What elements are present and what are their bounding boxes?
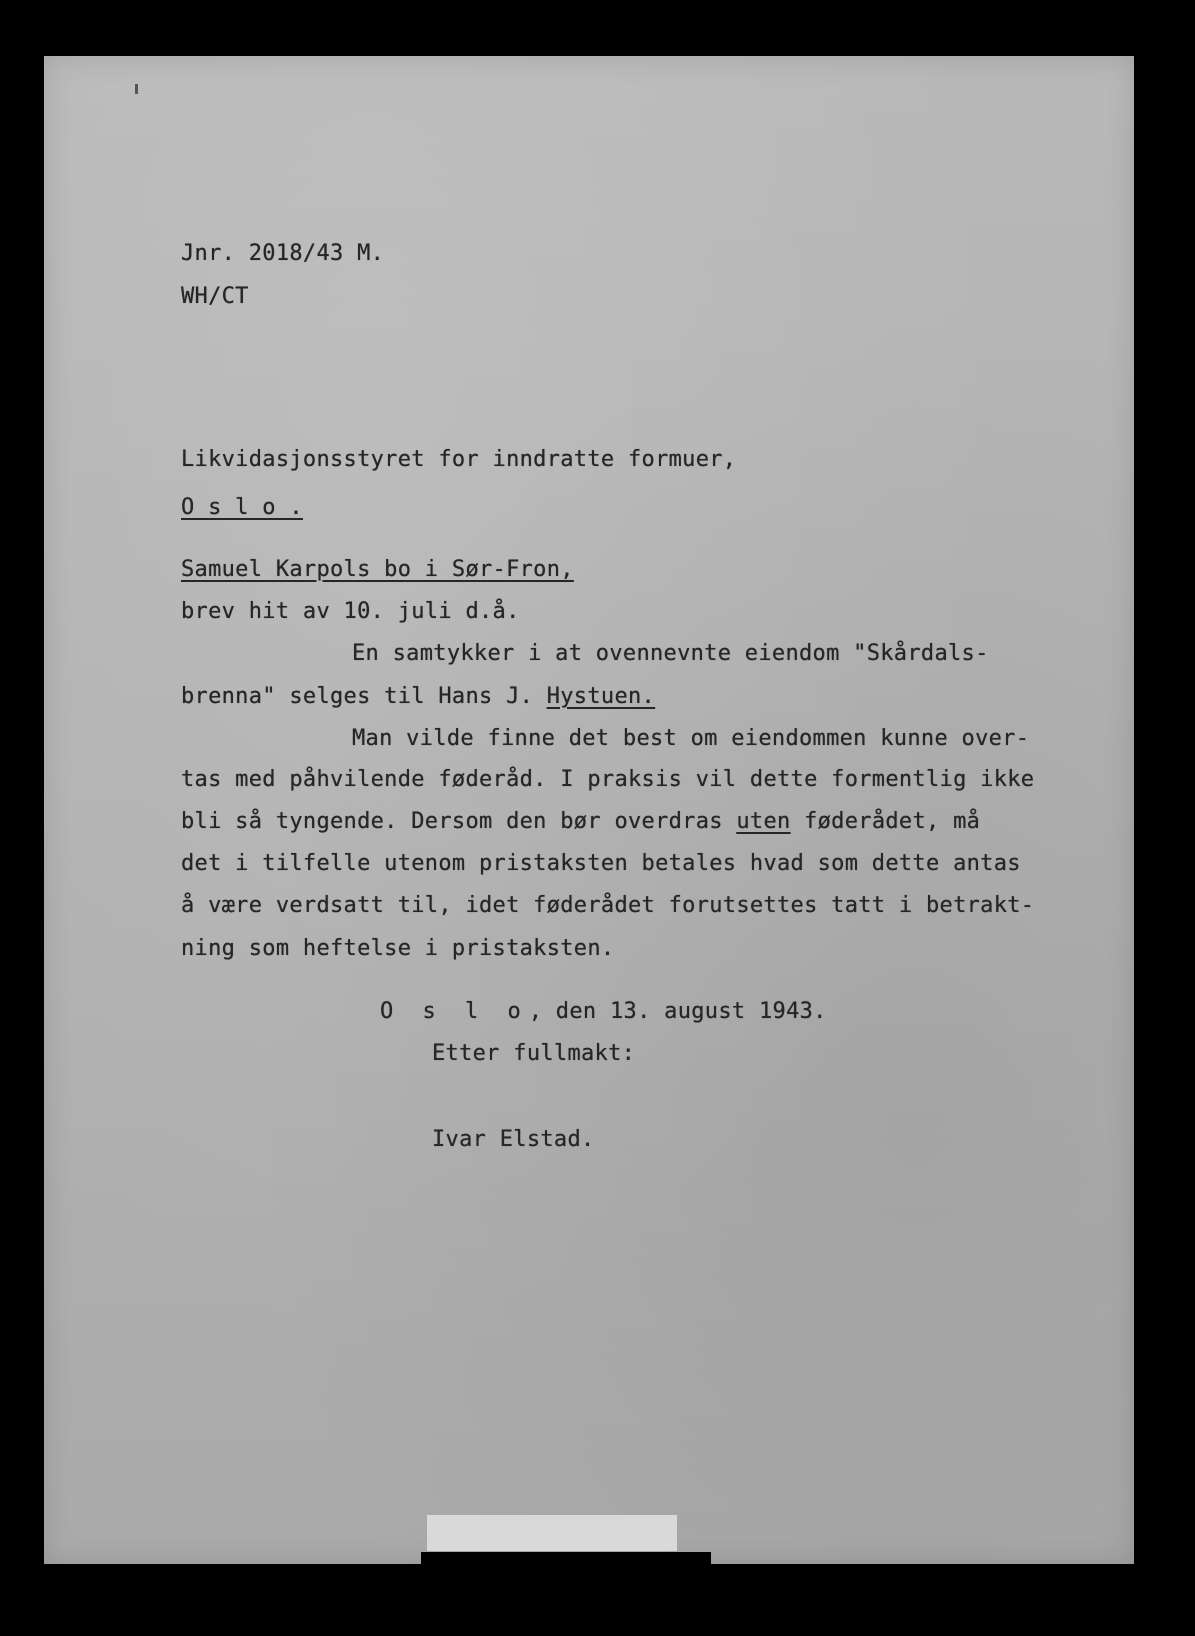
closing-place-date	[380, 998, 827, 1026]
body-line: tas med påhvilende føderåd. I praksis vil dette formentlig ikke	[181, 767, 1035, 792]
recipient: Likvidasjonsstyret for inndratte formuer,	[181, 447, 737, 472]
emphasis-uten: uten	[736, 809, 791, 834]
punch-mark	[135, 84, 138, 94]
body-line: å være verdsatt til, idet føderådet forutsettes tatt i betrakt-	[181, 893, 1035, 918]
body-line: ning som heftelse i pristaksten.	[181, 936, 615, 961]
paper-tab	[427, 1515, 677, 1551]
body-text: bli så tyngende. Dersom den bør overdras	[181, 809, 737, 834]
closing-authority: Etter fullmakt:	[432, 1041, 636, 1066]
subject-reference: brev hit av 10. juli d.å.	[181, 599, 520, 624]
signatory: Ivar Elstad.	[432, 1127, 595, 1152]
initials: WH/CT	[181, 284, 249, 309]
body-line: det i tilfelle utenom pristaksten betales hvad som dette antas	[181, 851, 1021, 876]
page-edge-shadow	[421, 1552, 711, 1592]
buyer-name: Hystuen.	[546, 684, 656, 709]
recipient-city: O s l o .	[181, 495, 303, 520]
body-line	[181, 808, 980, 836]
body-line: Man vilde finne det best om eiendommen kunne over-	[352, 726, 1030, 751]
closing-place: O s l o	[380, 999, 529, 1024]
journal-number: Jnr. 2018/43 M.	[181, 241, 385, 266]
body-text: brenna" selges til Hans J.	[181, 684, 547, 709]
subject-title: Samuel Karpols bo i Sør-Fron,	[181, 557, 574, 582]
body-text: føderådet, må	[790, 809, 981, 834]
body-line: En samtykker i at ovennevnte eiendom "Skårdals-	[352, 641, 989, 666]
body-line	[181, 683, 655, 711]
closing-date: , den 13. august 1943.	[528, 999, 827, 1024]
